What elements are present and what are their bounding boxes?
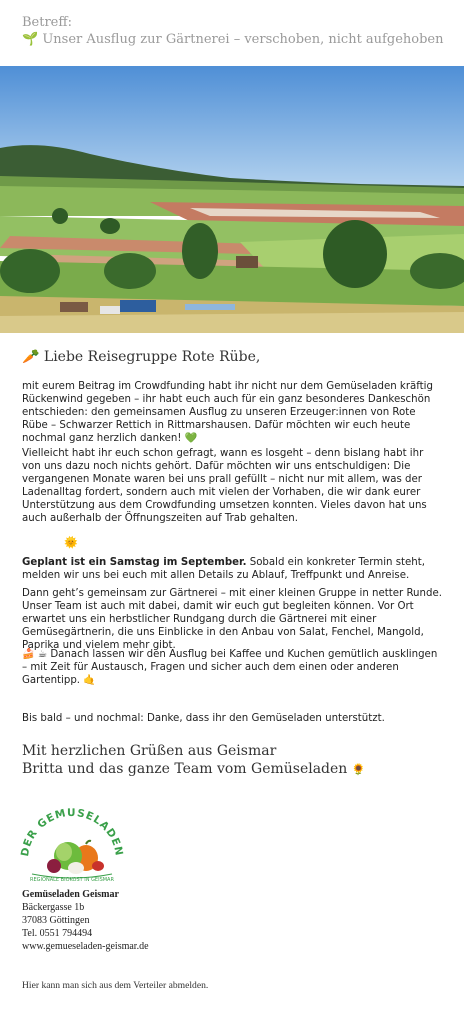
paragraph-coffee-text: Danach lassen wir den Ausflug bei Kaffee und Kuchen gemütlich ausklingen – mit Zeit für Austausch, Fragen und sicher auch dem einen oder anderen Gartentipp. [22, 649, 438, 686]
sunflower-icon: 🌻 [351, 763, 366, 776]
unsubscribe-link[interactable]: Hier kann man sich aus dem Verteiler abmelden. [22, 980, 209, 991]
subject-line [22, 31, 452, 48]
closing-line-2 [22, 760, 442, 779]
subject-text: Unser Ausflug zur Gärtnerei – verschoben, nicht aufgehoben [42, 32, 444, 47]
hero-landscape-image [0, 66, 464, 333]
paragraph-date-text: Sobald ein konkreter Termin steht, melden wir uns bei euch mit allen Details zu Ablauf, Treffpunkt und Anreise. [22, 557, 425, 581]
shop-name: Gemüseladen Geismar [22, 889, 119, 900]
address-block [22, 888, 149, 953]
paragraph-tour: Dann geht’s gemeinsam zur Gärtnerei – mit einer kleinen Gruppe in netter Runde. Unser Team ist auch mit dabei, damit wir euch gut begleiten können. Vor Ort erwartet uns ein herbstlicher Rundgang durch die Gärtnerei mit einer Gemüsegärtnerin, die uns Einblicke in den Anbau von Salat, Fenchel, Mangold, Paprika und vielem mehr gibt. [22, 588, 442, 651]
address-city: 37083 Göttingen [22, 915, 90, 926]
closing [22, 742, 442, 779]
paragraph-date [22, 556, 442, 582]
closing-line-2-text: Britta und das ganze Team vom Gemüseladen [22, 761, 348, 777]
gemueseladen-logo [20, 808, 124, 884]
paragraph-farewell: Bis bald – und nochmal: Danke, dass ihr den Gemüseladen unterstützt. [22, 713, 385, 724]
email-subject [22, 14, 452, 48]
cake-icon: 🍰 [22, 649, 35, 660]
green-heart-icon: 💚 [184, 433, 198, 444]
logo-sub-text: REGIONALE BIOKOST IN GEISMAR [30, 877, 114, 883]
carrot-icon: 🥕 [22, 349, 40, 365]
address-street: Bäckergasse 1b [22, 902, 85, 913]
greeting-text: Liebe Reisegruppe Rote Rübe, [43, 349, 261, 365]
greeting [22, 349, 260, 365]
subject-label: Betreff: [22, 15, 72, 30]
paragraph-apology: Vielleicht habt ihr euch schon gefragt, wann es losgeht – denn bislang habt ihr von uns dazu noch nichts gehört. Dafür möchten wir uns entschuldigen: Die vergangenen Monate waren bei uns prall gefüllt – nicht nur mit allem, was der Ladenalltag fordert, sondern auch mit vielen der Vorhaben, die wir dank eurer Unterstützung aus dem Crowdfunding umsetzen konnten. Vieles davon hat uns auch außerhalb der Öffnungszeiten auf Trab gehalten. [22, 448, 427, 524]
closing-line-1: Mit herzlichen Grüßen aus Geismar [22, 743, 277, 759]
paragraph-thanks-text: mit eurem Beitrag im Crowdfunding habt ihr nicht nur dem Gemüseladen kräftig Rückenwind gegeben – ihr habt euch auch für ein ganz besonderes Dankeschön entschieden: den gemeinsamen Ausflug zu unseren Erzeuger:innen von Rote Rübe – Schwarzer Rettich in Rittmarshausen. Dafür möchten wir euch heute nochmal ganz herzlich danken! [22, 381, 433, 444]
seedling-icon: 🌱 [22, 32, 39, 47]
logo-arc-text: DER GEMÜSELADEN [20, 808, 124, 858]
paragraph-thanks [22, 380, 442, 445]
hand-icon: 🤙 [83, 675, 96, 686]
date-highlight: Geplant ist ein Samstag im September. [22, 557, 247, 568]
address-phone[interactable]: Tel. 0551 794494 [22, 928, 93, 939]
coffee-icon: ☕ [37, 649, 48, 660]
sun-icon: 🌞 [64, 536, 78, 549]
paragraph-coffee [22, 648, 442, 687]
address-website-link[interactable]: www.gemueseladen-geismar.de [22, 941, 149, 952]
